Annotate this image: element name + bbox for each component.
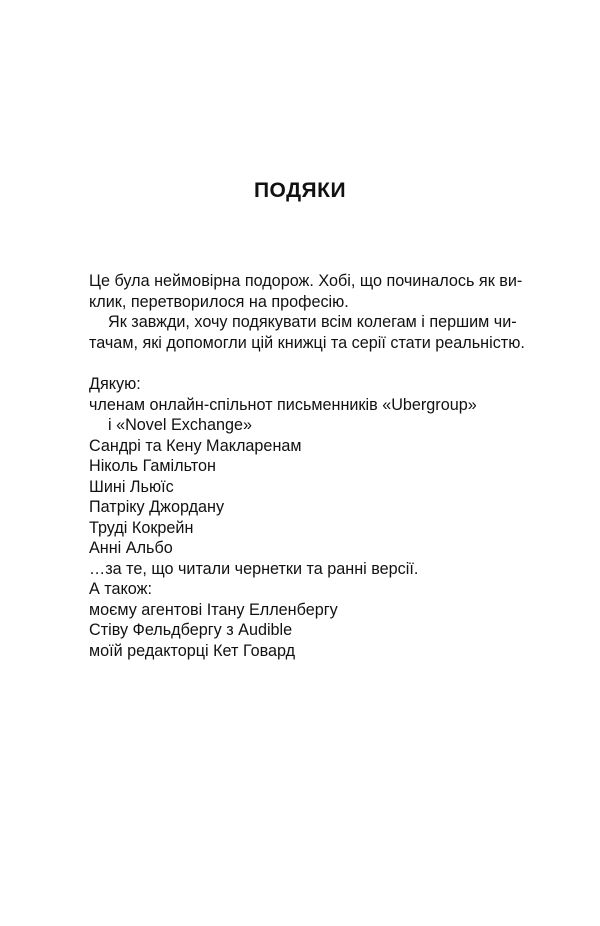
paragraph-2-line-2: тачам, які допомогли цій книжці та серії стати реальністю.: [89, 333, 525, 352]
thanks-item: Анні Альбо: [89, 539, 173, 557]
thanks-item: моєму агентові Ітану Елленбергу: [89, 600, 338, 619]
thanks-item: Сандрі та Кену Макларенам: [89, 436, 302, 455]
paragraph-1-line-2: клик, перетворилося на професію.: [89, 292, 349, 311]
thanks-item: …за те, що читали чернетки та ранні версії.: [89, 559, 419, 578]
intro-text: [89, 271, 525, 353]
thanks-item: Труді Кокрейн: [89, 518, 194, 537]
thanks-item: Ніколь Гамільтон: [89, 457, 216, 475]
paragraph-2: [89, 312, 525, 353]
thanks-item: Шині Льюїс: [89, 477, 174, 496]
page-title: ПОДЯКИ: [253, 179, 347, 202]
thanks-item: Стіву Фельдбергу з Audible: [89, 621, 293, 639]
paragraph-1: [89, 271, 523, 312]
thanks-item: членам онлайн-спільнот письменників «Ubergroup»: [89, 395, 477, 414]
thanks-item: А також:: [89, 580, 152, 598]
thanks-list: [89, 374, 477, 661]
paragraph-1-line-1: Це була неймовірна подорож. Хобі, що починалось як ви-: [89, 272, 523, 290]
thanks-item: моїй редакторці Кет Говард: [89, 641, 296, 660]
thanks-item: Дякую:: [89, 375, 141, 393]
paragraph-2-line-1: Як завжди, хочу подякувати всім колегам і першим чи-: [108, 313, 517, 331]
thanks-item: Патріку Джордану: [89, 498, 225, 516]
thanks-item: і «Novel Exchange»: [108, 416, 252, 434]
